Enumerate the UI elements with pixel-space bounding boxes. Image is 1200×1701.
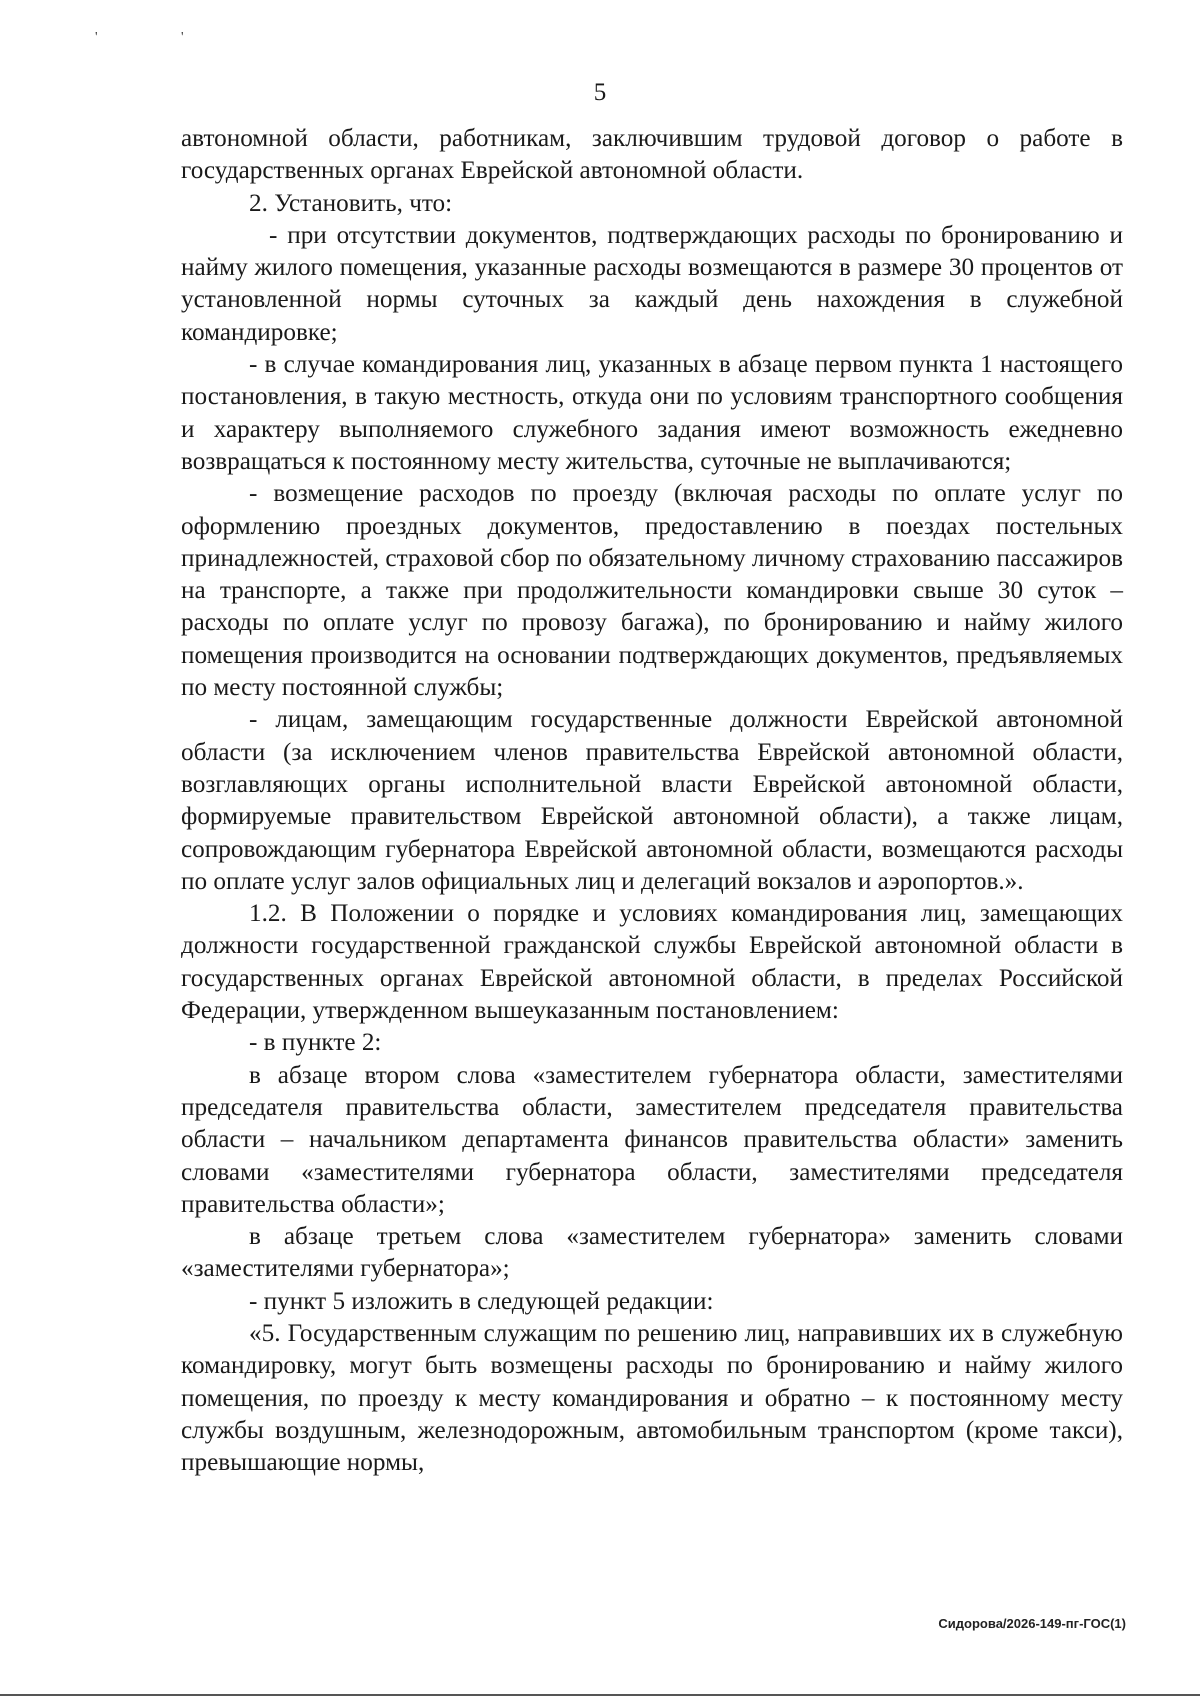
paragraph-point-5-text: «5. Государственным служащим по решению лиц, направивших их в служебную командировку, могут быть возмещены расходы по бронированию и найму жилого помещения, по проезду к месту командирования и обратно – к постоянному месту службы воздушным, железнодорожным, автомобильным транспортом (кроме такси), превышающие нормы, [181, 1319, 1123, 1477]
paragraph-daily-allowance: - в случае командирования лиц, указанных в абзаце первом пункта 1 настоящего постановления, в такую местность, откуда они по условиям транспортного сообщения и характеру выполняемого служебного задания имеют возможность ежедневно возвращаться к постоянному месту жительства, суточные не выплачиваются; [181, 351, 1123, 475]
paragraph-vip-lounges: - лицам, замещающим государственные должности Еврейской автономной области (за исключением членов правительства Еврейской автономной области, возглавляющих органы исполнительной власти Еврейской автономной области, формируемые правительством Еврейской автономной области), а также лицам, сопровождающим губернатора Еврейской автономной области, возмещаются расходы по оплате услуг залов официальных лиц и делегаций вокзалов и аэропортов.». [181, 706, 1123, 895]
scan-specks: ' ' [95, 30, 224, 45]
paragraph-item-2: 2. Установить, что: [249, 189, 453, 217]
paragraph-third-subparagraph: в абзаце третьем слова «заместителем губернатора» заменить словами «заместителями губернатора»; [181, 1223, 1123, 1283]
paragraph-point-5-intro: - пункт 5 изложить в следующей редакции: [249, 1287, 714, 1315]
document-body [181, 123, 1123, 1479]
paragraph-continuation: автономной области, работникам, заключившим трудовой договор о работе в государственных органах Еврейской автономной области. [181, 125, 1123, 185]
document-code: Сидорова/2026-149-пг-ГОС(1) [938, 1616, 1126, 1631]
paragraph-1-2: 1.2. В Положении о порядке и условиях командирования лиц, замещающих должности государственной гражданской службы Еврейской автономной области в государственных органах Еврейской автономной области, в пределах Российской Федерации, утвержденном вышеуказанным постановлением: [181, 900, 1123, 1025]
paragraph-point-2: - в пункте 2: [249, 1029, 382, 1057]
bottom-edge-line [0, 1694, 1200, 1696]
page-number: 5 [593, 79, 607, 106]
paragraph-travel-reimbursement: - возмещение расходов по проезду (включая расходы по оплате услуг по оформлению проездных документов, предоставлению в поездах постельных принадлежностей, страховой сбор по обязательному личному страхованию пассажиров на транспорте, а также при продолжительности командировки свыше 30 суток – расходы по оплате услуг по провозу багажа), по бронированию и найму жилого помещения производится на основании подтверждающих документов, предъявляемых по месту постоянной службы; [181, 480, 1123, 702]
paragraph-no-documents: - при отсутствии документов, подтверждающих расходы по бронированию и найму жилого помещения, указанные расходы возмещаются в размере 30 процентов от установленной нормы суточных за каждый день нахождения в служебной командировке; [181, 221, 1123, 346]
paragraph-second-subparagraph: в абзаце втором слова «заместителем губернатора области, заместителями председателя правительства области, заместителем председателя правительства области – начальником департамента финансов правительства области» заменить словами «заместителями губернатора области, заместителями председателя правительства области»; [181, 1061, 1123, 1218]
